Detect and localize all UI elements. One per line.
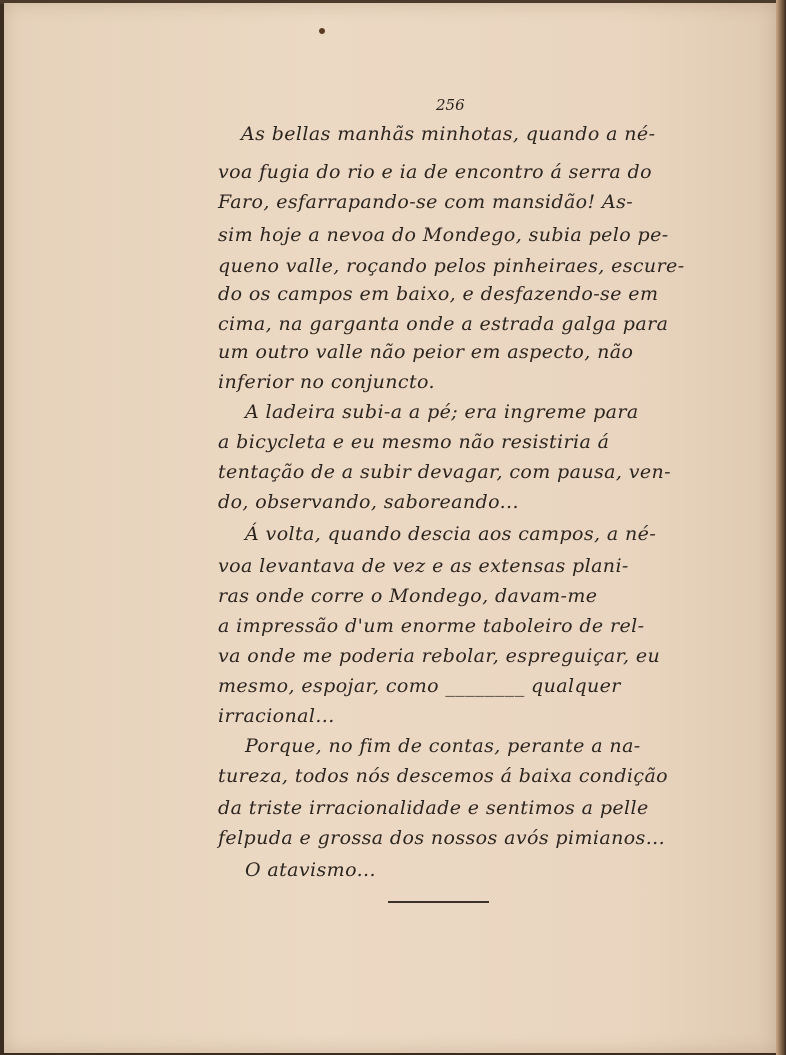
text-line: voa fugia do rio e ia de encontro á serra do [218,161,652,183]
text-line: As bellas manhãs minhotas, quando a né- [241,123,656,145]
text-line: a impressão d'um enorme taboleiro de rel- [218,615,645,637]
text-line: a bicycleta e eu mesmo não resistiria á [218,431,610,453]
closing-rule [388,901,489,903]
text-line: mesmo, espojar, como ________ qualquer [218,675,621,697]
page-number: 256 [436,96,465,114]
text-line: da triste irracionalidade e sentimos a pelle [218,797,649,819]
ink-spot [319,28,325,34]
text-line: ras onde corre o Mondego, davam-me [218,585,598,607]
text-line: Porque, no fim de contas, perante a na- [245,735,641,757]
text-line: felpuda e grossa dos nossos avós pimianos... [218,827,666,849]
text-line: Faro, esfarrapando-se com mansidão! As- [218,191,634,213]
text-line: sim hoje a nevoa do Mondego, subia pelo pe- [218,224,669,246]
page-edge-shadow [776,0,786,1055]
text-line: tureza, todos nós descemos á baixa condição [218,765,669,787]
text-line: do os campos em baixo, e desfazendo-se em [218,283,659,305]
text-line: Á volta, quando descia aos campos, a né- [245,523,657,545]
text-line: voa levantava de vez e as extensas plani- [218,555,629,577]
text-line: irracional... [218,705,335,727]
text-line: A ladeira subi-a a pé; era ingreme para [245,401,639,423]
text-line: do, observando, saboreando... [218,491,519,513]
text-line: va onde me poderia rebolar, espreguiçar, eu [218,645,661,667]
text-line: tentação de a subir devagar, com pausa, ven- [218,461,671,483]
text-line: cima, na garganta onde a estrada galga para [218,313,669,335]
text-line: O atavismo... [245,859,376,881]
text-line: um outro valle não peior em aspecto, não [218,341,634,363]
text-line: queno valle, roçando pelos pinheiraes, escure- [218,255,685,277]
text-line: inferior no conjuncto. [218,371,435,393]
